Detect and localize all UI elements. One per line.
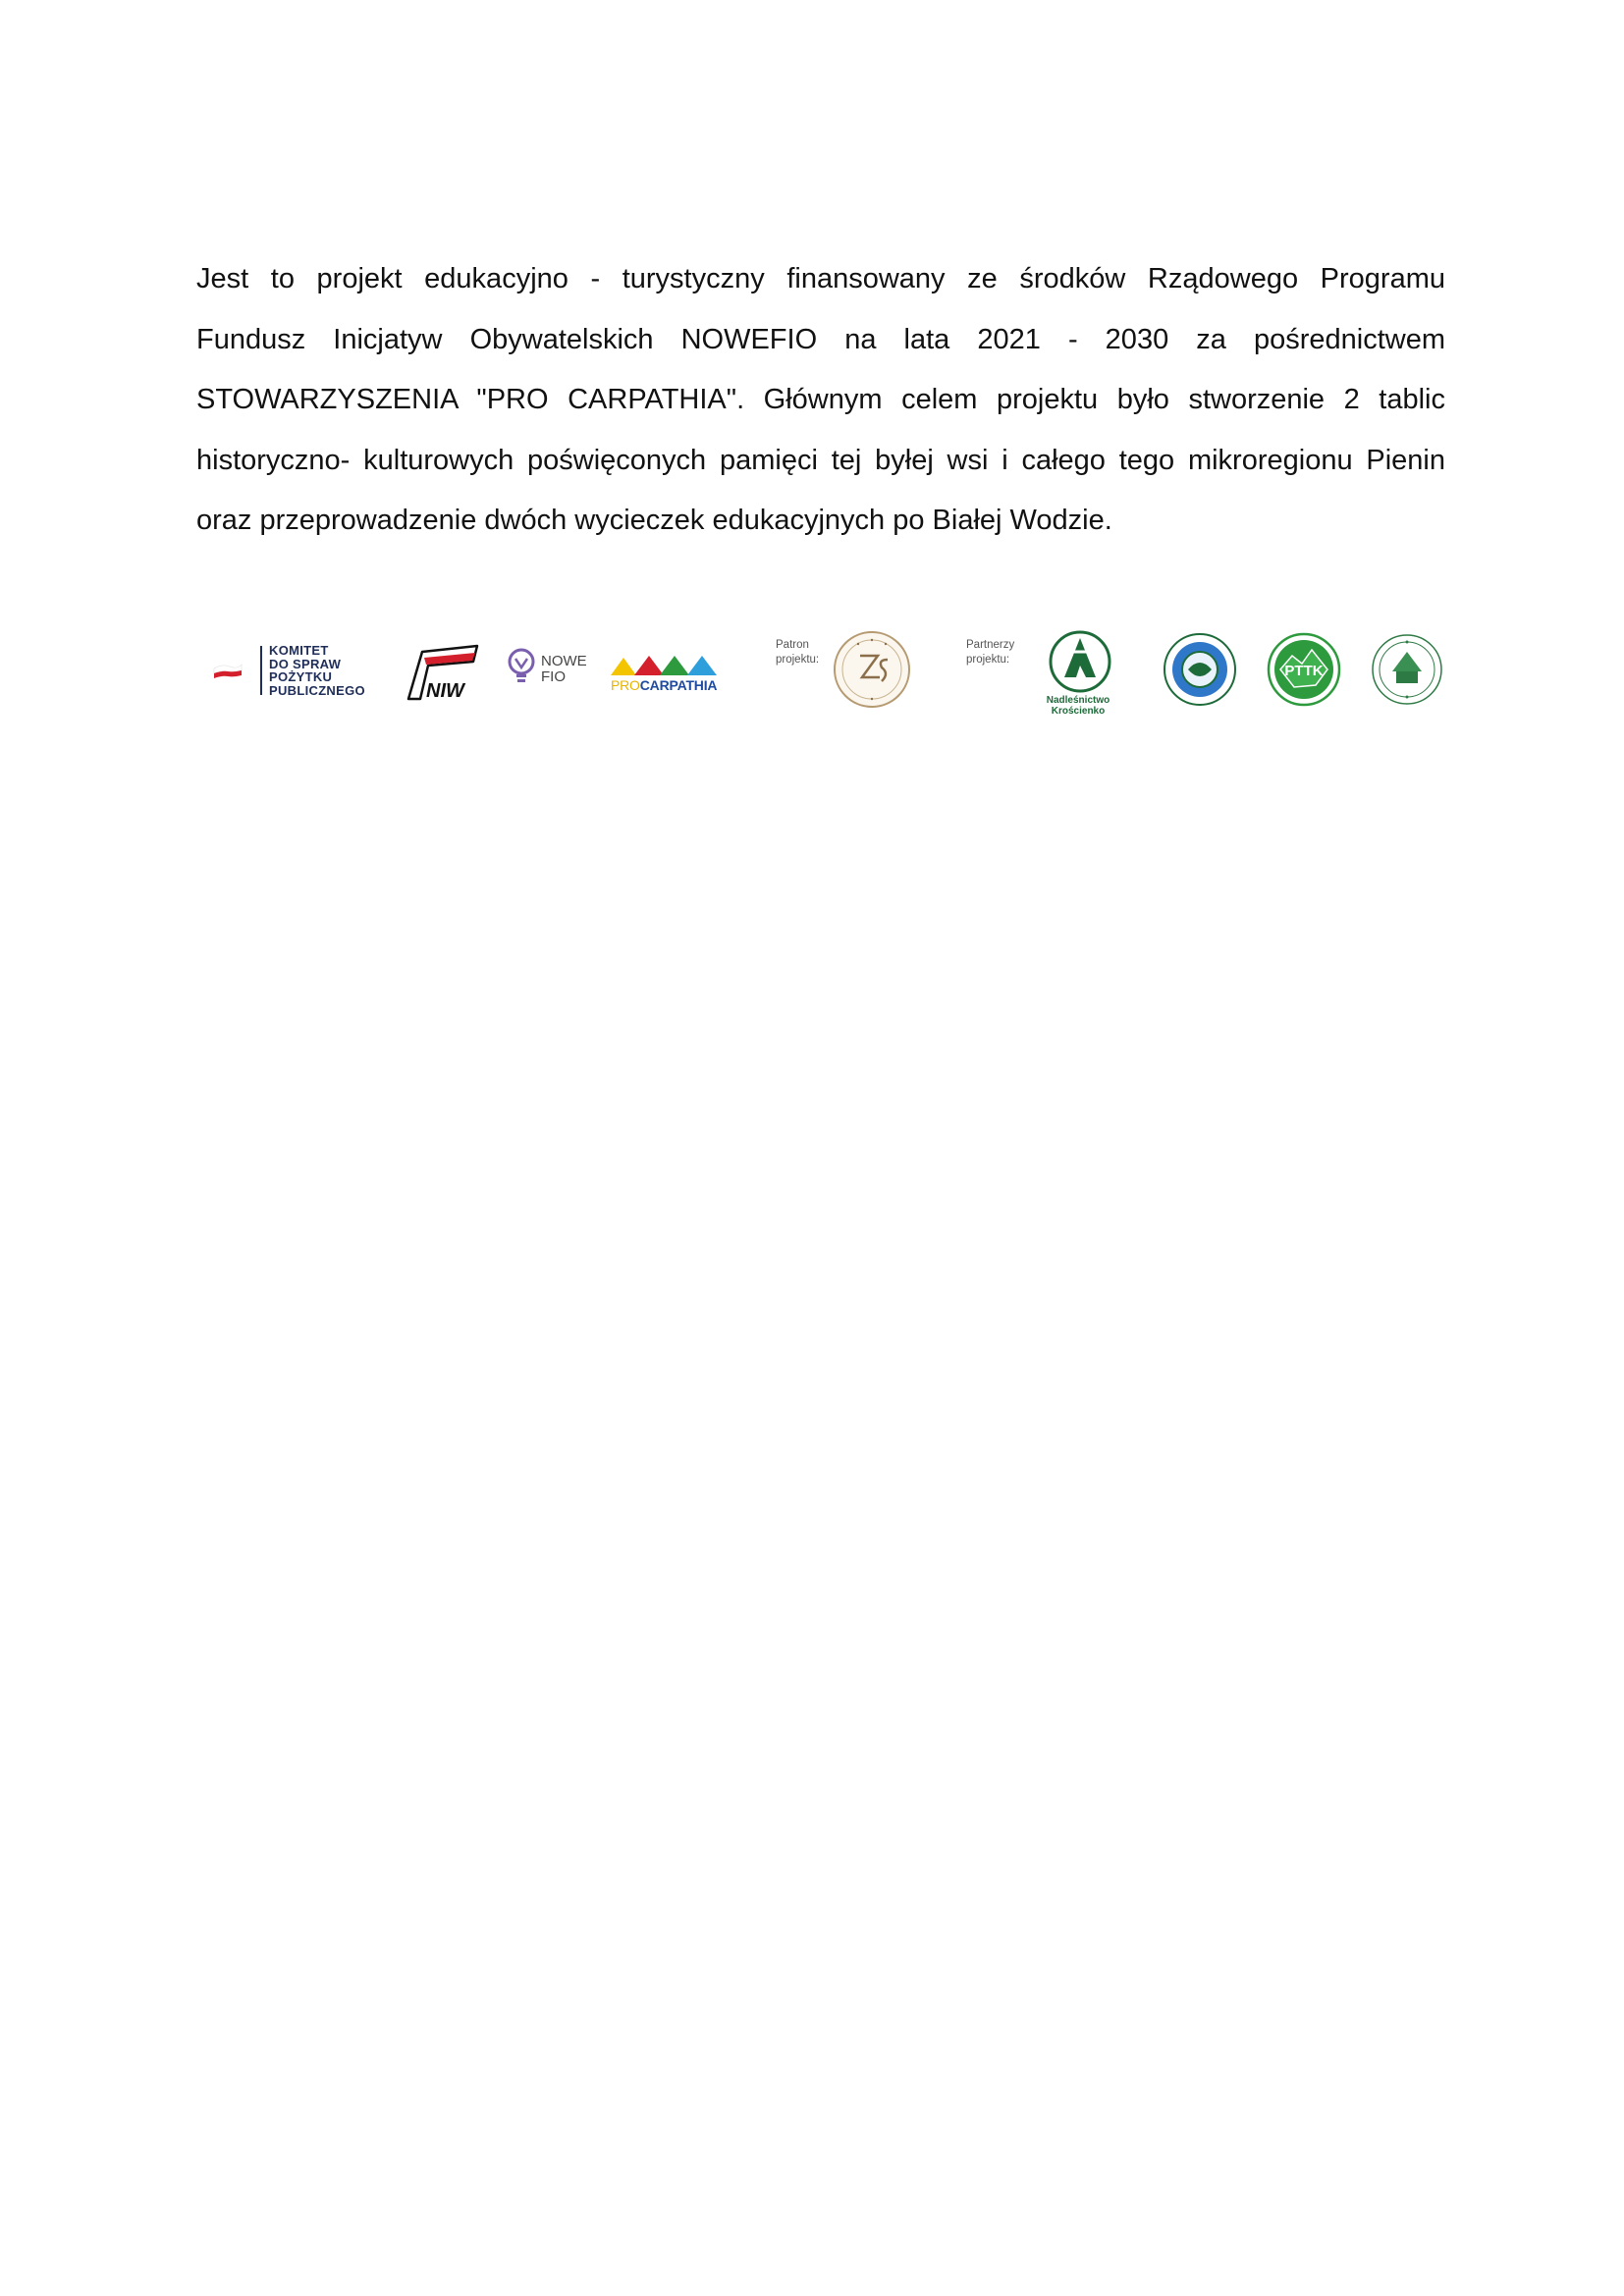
kppp-logo-text	[269, 644, 365, 697]
wordmark-pro: PRO	[611, 677, 640, 693]
paragraph-line: oraz przeprowadzenie dwóch wycieczek edukacyjnych po Białej Wodzie.	[196, 505, 1112, 536]
lasy-panstwowe-logo	[1025, 626, 1133, 715]
paragraph-line: Fundusz Inicjatyw Obywatelskich NOWEFIO na lata 2021 - 2030 za pośrednictwem	[196, 323, 1445, 355]
zs-seal-icon	[831, 626, 919, 715]
pro-carpathia-wordmark	[611, 677, 717, 693]
kppp-line: POŻYTKU	[269, 669, 333, 684]
partners-label-line: projektu:	[966, 654, 1010, 666]
pttk-text: PTTK	[1284, 663, 1324, 679]
fio-line: NOWE	[541, 653, 587, 669]
nowe-fio-text	[541, 654, 587, 685]
patron-label-line: projektu:	[776, 654, 820, 666]
polish-flag-icon	[212, 662, 244, 679]
paragraph-line: STOWARZYSZENIA "PRO CARPATHIA". Głównym celem projektu było stworzenie 2 tablic	[196, 384, 1445, 415]
lasy-caption: Nadleśnictwo Krościenko	[1046, 695, 1110, 717]
wordmark-carpathia: CARPATHIA	[639, 677, 718, 693]
partner-seal-icon	[1371, 626, 1443, 715]
kppp-line: KOMITET	[269, 643, 329, 658]
niw-logo	[403, 626, 483, 715]
kppp-line: DO SPRAW	[269, 656, 342, 671]
paragraph-line: historyczno- kulturowych poświęconych pamięci tej byłej wsi i całego tego mikroregionu Pienin	[196, 444, 1445, 476]
pro-carpathia-logo	[611, 626, 721, 715]
partner-seal-green-logo	[1371, 626, 1443, 715]
zs-seal-logo	[831, 626, 919, 715]
lasy-panstwowe-icon	[1025, 626, 1133, 695]
body-paragraph	[196, 249, 1445, 552]
patron-label-line: Patron	[776, 639, 809, 651]
lightbulb-icon	[505, 626, 538, 715]
mountains-icon	[611, 626, 721, 677]
nowe-fio-logo	[505, 626, 599, 715]
fio-line: FIO	[541, 668, 566, 685]
patron-label	[776, 638, 819, 667]
logo-divider	[260, 646, 262, 695]
paragraph-line: Jest to projekt edukacyjno - turystyczny finansowany ze środków Rządowego Programu	[196, 263, 1445, 294]
partner-badge-blue-logo	[1163, 626, 1237, 715]
partners-label-line: Partnerzy	[966, 639, 1015, 651]
kppp-line: PUBLICZNEGO	[269, 682, 365, 698]
kppp-logo	[206, 626, 378, 715]
partners-label	[966, 638, 1014, 667]
niw-wordmark: NIW	[426, 680, 464, 702]
pttk-icon	[1267, 626, 1341, 715]
pttk-logo	[1267, 626, 1341, 715]
partner-badge-icon	[1163, 626, 1237, 715]
sponsor-logos-strip	[206, 626, 1443, 715]
niw-icon	[403, 626, 483, 715]
